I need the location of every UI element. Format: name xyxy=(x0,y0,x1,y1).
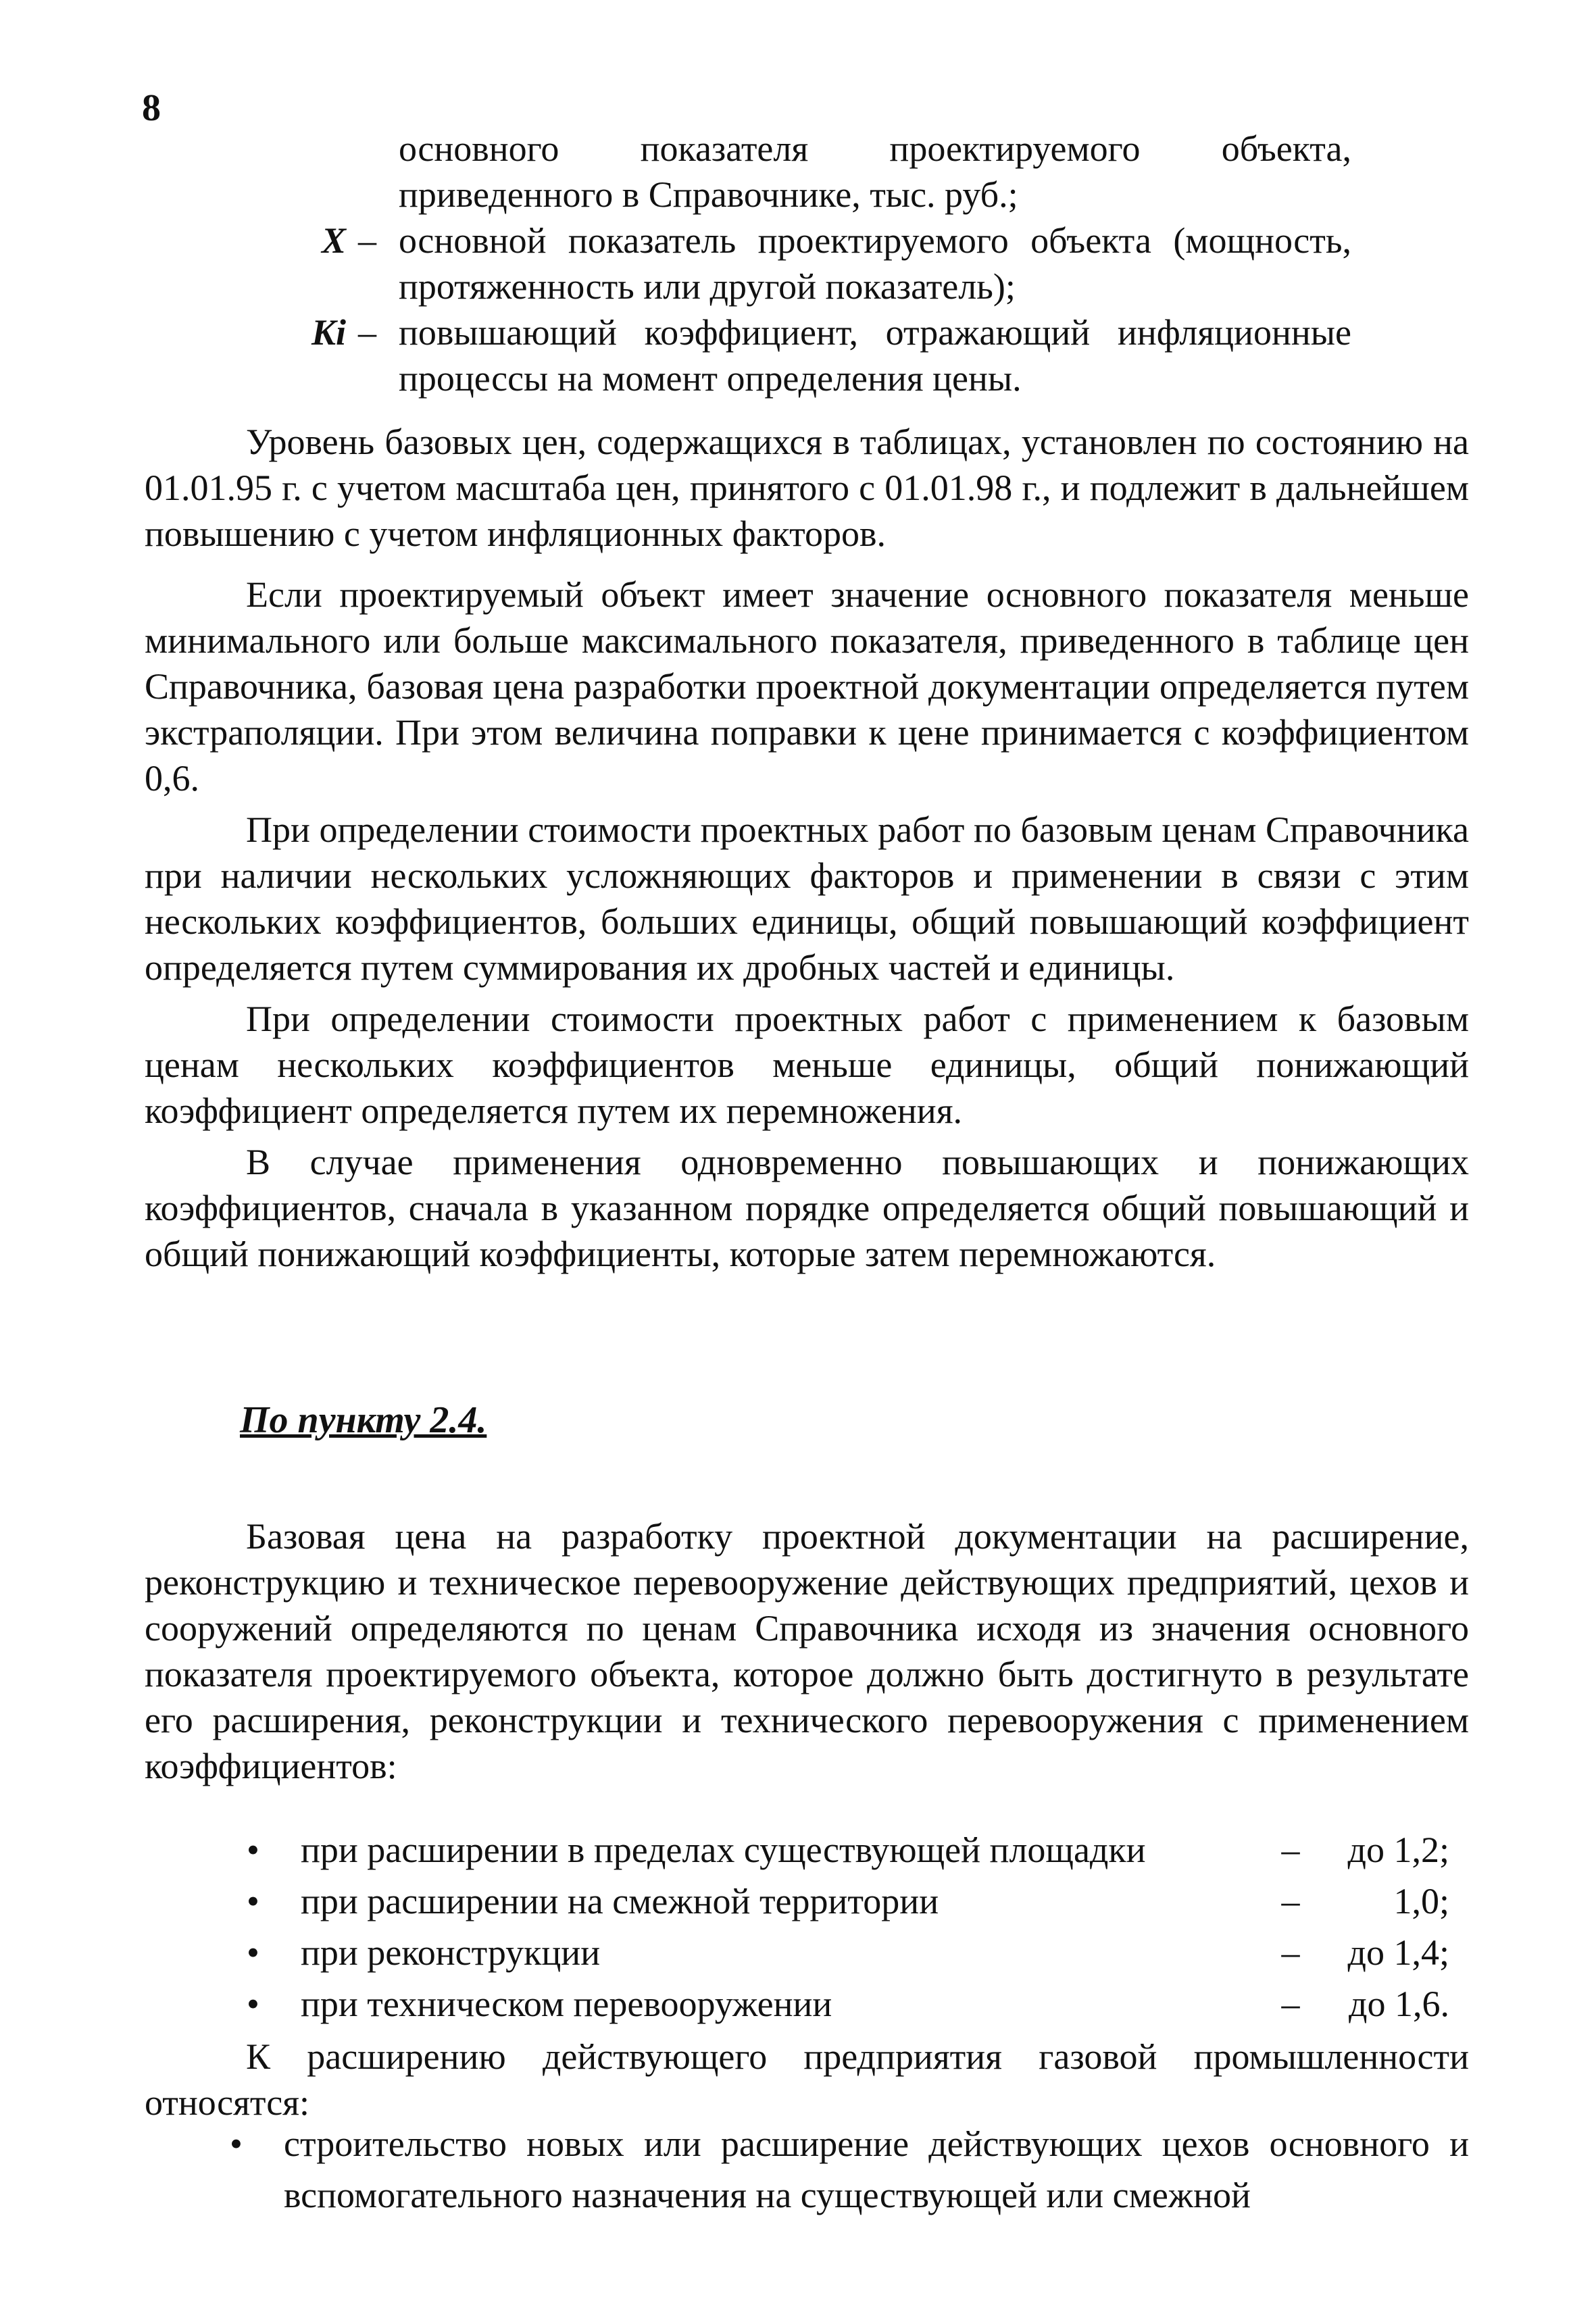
definition-symbol: Ki xyxy=(311,312,346,353)
paragraph-increasing-coefficient: При определении стоимости проектных работ по базовым ценам Справочника при наличии нескольких усложняющих факторов и применении в связи с этим нескольких коэффициентов, больших единицы, общий повышающий коэффициент определяется путем суммирования их дробных частей и единицы. xyxy=(145,809,1469,988)
coefficient-list xyxy=(247,1824,1449,2030)
section-heading: По пункту 2.4. xyxy=(240,1399,487,1441)
coefficient-value: 1,0; xyxy=(1393,1881,1449,1921)
coefficient-item xyxy=(247,1824,1449,1876)
coefficient-dash: – xyxy=(1281,1830,1300,1870)
paragraph-reconstruction: Базовая цена на разработку проектной документации на расширение, реконструкцию и техническое перевооружение действующих предприятий, цехов и сооружений определяются по ценам Справочника исходя из значения основного показателя проектируемого объекта, которое должно быть достигнуто в результате его расширения, реконструкции и технического перевооружения с применением коэффициентов: xyxy=(145,1516,1469,1786)
coefficient-label: при техническом перевооружении xyxy=(301,1984,832,2024)
definition-text: повышающий коэффициент, отражающий инфляционные процессы на момент определения цены. xyxy=(399,312,1351,399)
coefficient-label: при расширении в пределах существующей площадки xyxy=(301,1830,1146,1870)
definition-row xyxy=(257,309,1351,401)
expansion-section xyxy=(145,2034,1469,2126)
bullet-icon: • xyxy=(247,1881,259,1921)
reconstruction-section xyxy=(145,1513,1469,1789)
definition-text: основной показатель проектируемого объекта (мощность, протяженность или другой показатель); xyxy=(399,220,1351,307)
list-item xyxy=(230,2118,1469,2221)
paragraph-decreasing-coefficient: При определении стоимости проектных работ с применением к базовым ценам нескольких коэффициентов меньше единицы, общий понижающий коэффициент определяется путем их перемножения. xyxy=(145,999,1469,1131)
coefficient-value: до 1,4; xyxy=(1347,1932,1449,1973)
coefficient-dash: – xyxy=(1281,1984,1300,2024)
definition-dash: – xyxy=(358,312,376,353)
expansion-list xyxy=(230,2118,1469,2221)
body-paragraphs xyxy=(145,419,1469,1277)
definition-text: основного показателя проектируемого объекта, приведенного в Справочнике, тыс. руб.; xyxy=(399,128,1351,215)
coefficient-dash: – xyxy=(1281,1881,1300,1921)
paragraph-expansion: К расширению действующего предприятия газовой промышленности относятся: xyxy=(145,2036,1469,2123)
coefficient-value: до 1,6. xyxy=(1349,1984,1449,2024)
coefficient-item xyxy=(247,1876,1449,1927)
definition-dash: – xyxy=(358,220,376,261)
paragraph-combined-coefficients: В случае применения одновременно повышающих и понижающих коэффициентов, сначала в указанном порядке определяется общий повышающий и общий понижающий коэффициенты, которые затем перемножаются. xyxy=(145,1142,1469,1274)
bullet-icon: • xyxy=(247,1932,259,1973)
coefficient-value: до 1,2; xyxy=(1347,1830,1449,1870)
list-item-text: строительство новых или расширение действующих цехов основного и вспомогательного назначения на существующей или смежной xyxy=(284,2123,1469,2215)
paragraph-extrapolation: Если проектируемый объект имеет значение основного показателя меньше минимального или больше максимального показателя, приведенного в таблице цен Справочника, базовая цена разработки проектной документации определяется путем экстраполяции. При этом величина поправки к цене принимается с коэффициентом 0,6. xyxy=(145,574,1469,799)
page-number: 8 xyxy=(142,87,161,129)
definition-row xyxy=(257,126,1351,218)
definitions-list xyxy=(257,126,1351,401)
coefficient-dash: – xyxy=(1281,1932,1300,1973)
bullet-icon: • xyxy=(247,1984,259,2024)
bullet-icon: • xyxy=(247,1830,259,1870)
definition-row xyxy=(257,218,1351,309)
bullet-icon: • xyxy=(230,2123,243,2164)
definition-symbol: X xyxy=(321,220,346,261)
paragraph-base-prices: Уровень базовых цен, содержащихся в таблицах, установлен по состоянию на 01.01.95 г. с учетом масштаба цен, принятого с 01.01.98 г., и подлежит в дальнейшем повышению с учетом инфляционных факторов. xyxy=(145,422,1469,554)
coefficient-item xyxy=(247,1927,1449,1978)
coefficient-item xyxy=(247,1978,1449,2030)
coefficient-label: при реконструкции xyxy=(301,1932,601,1973)
coefficient-label: при расширении на смежной территории xyxy=(301,1881,939,1921)
